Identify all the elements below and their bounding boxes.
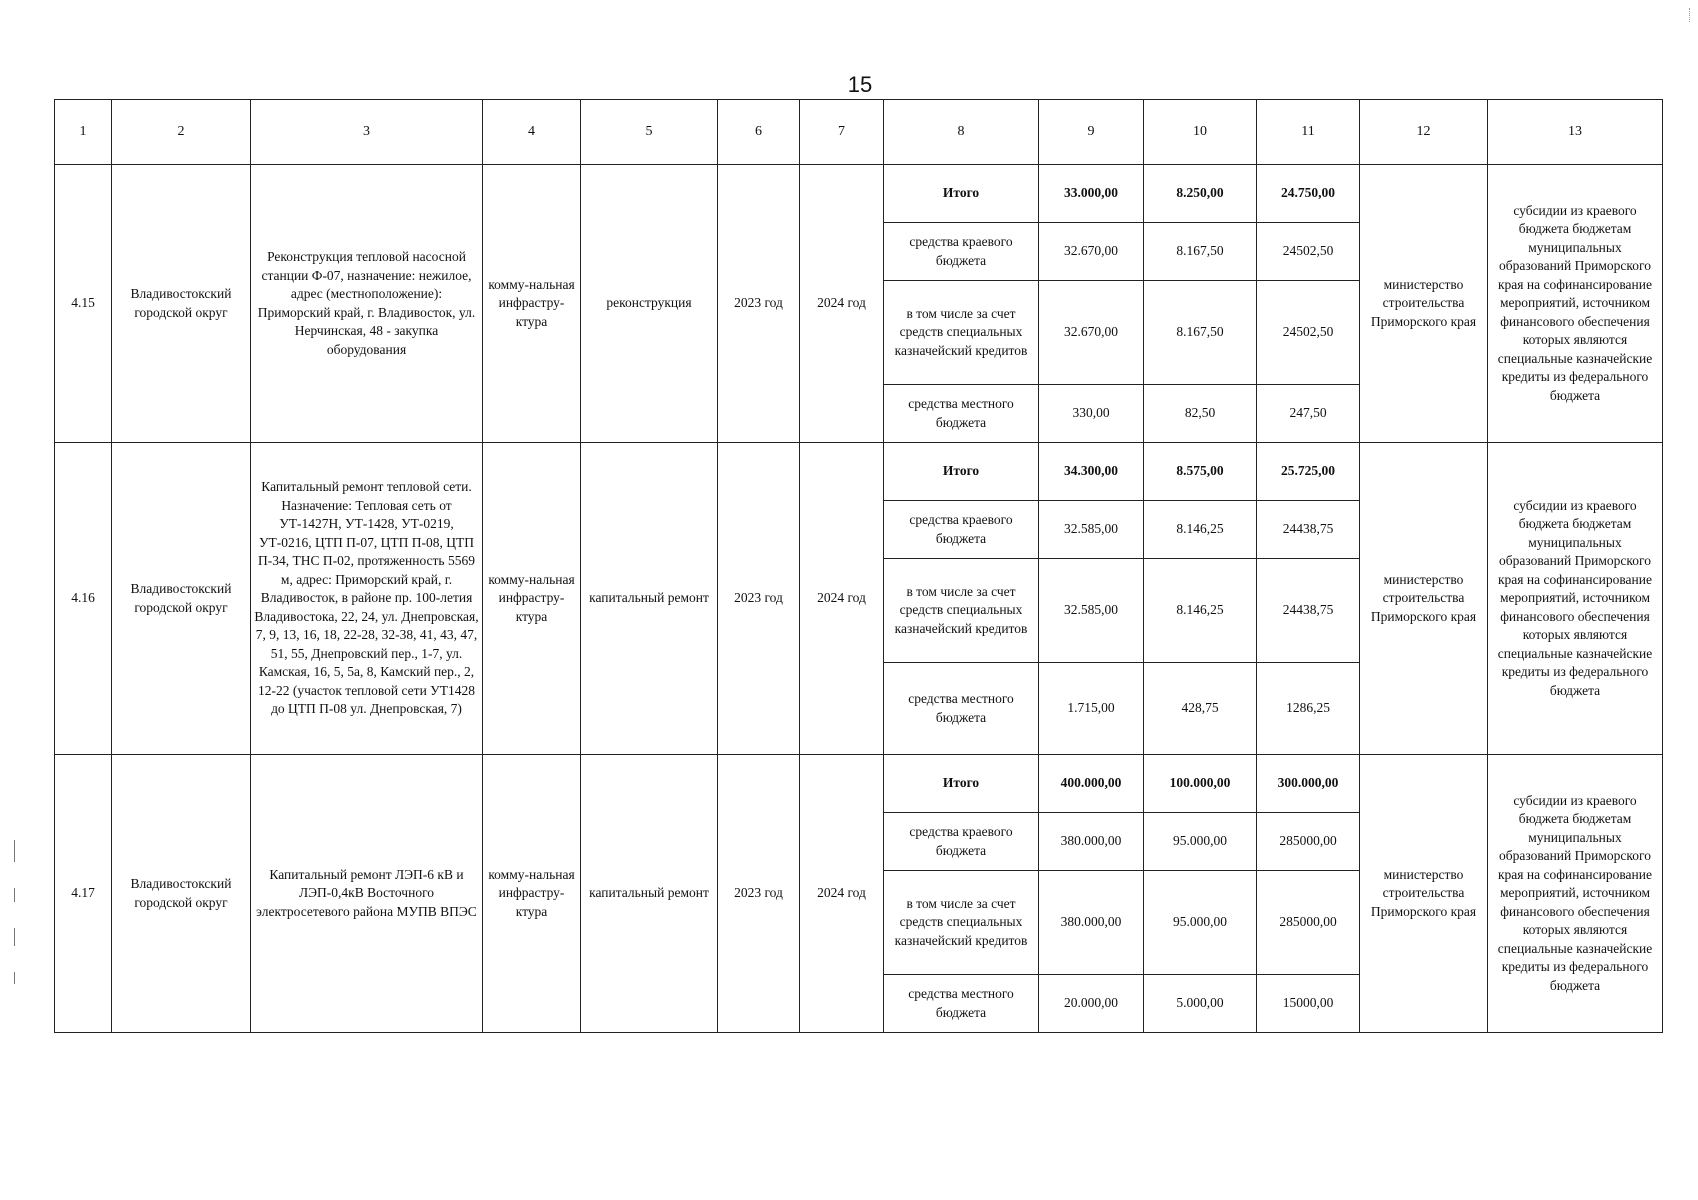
responsible-ministry: министерство строительства Приморского края [1360, 755, 1488, 1033]
amount-2023: 428,75 [1144, 663, 1257, 755]
funding-source: средства местного бюджета [884, 975, 1039, 1033]
object-description: Капитальный ремонт ЛЭП-6 кВ и ЛЭП-0,4кВ Восточного электросетевого района МУПВ ВПЭС [251, 755, 483, 1033]
financing-table [54, 99, 1663, 1033]
amount-2024: 15000,00 [1257, 975, 1360, 1033]
amount-total: 32.585,00 [1039, 559, 1144, 663]
funding-source: Итого [884, 755, 1039, 813]
sphere: комму-нальная инфрастру-ктура [483, 755, 581, 1033]
table-row [55, 443, 1663, 501]
financing-note: субсидии из краевого бюджета бюджетам муниципальных образований Приморского края на софинансирование мероприятий, источником финансового обеспечения которых являются специальные казначейские кредиты из федерального бюджета [1488, 443, 1663, 755]
amount-2023: 8.146,25 [1144, 559, 1257, 663]
amount-2023: 95.000,00 [1144, 813, 1257, 871]
funding-source: Итого [884, 443, 1039, 501]
column-header: 4 [483, 100, 581, 165]
municipality: Владивостокский городской округ [112, 755, 251, 1033]
column-header: 12 [1360, 100, 1488, 165]
amount-2024: 285000,00 [1257, 813, 1360, 871]
column-header: 6 [718, 100, 800, 165]
funding-source: в том числе за счет средств специальных казначейский кредитов [884, 559, 1039, 663]
work-type: реконструкция [581, 165, 718, 443]
amount-2024: 24.750,00 [1257, 165, 1360, 223]
amount-2023: 8.167,50 [1144, 281, 1257, 385]
amount-2024: 247,50 [1257, 385, 1360, 443]
amount-2024: 285000,00 [1257, 871, 1360, 975]
column-header: 11 [1257, 100, 1360, 165]
column-header: 8 [884, 100, 1039, 165]
column-header: 10 [1144, 100, 1257, 165]
work-type: капитальный ремонт [581, 443, 718, 755]
column-header: 3 [251, 100, 483, 165]
funding-source: средства краевого бюджета [884, 813, 1039, 871]
amount-2023: 100.000,00 [1144, 755, 1257, 813]
start-year: 2023 год [718, 165, 800, 443]
scan-edge-marks [14, 840, 16, 1120]
page-number: 15 [847, 72, 873, 97]
column-header: 5 [581, 100, 718, 165]
column-header: 13 [1488, 100, 1663, 165]
column-header: 7 [800, 100, 884, 165]
amount-2024: 24502,50 [1257, 281, 1360, 385]
responsible-ministry: министерство строительства Приморского края [1360, 443, 1488, 755]
amount-2023: 8.575,00 [1144, 443, 1257, 501]
municipality: Владивостокский городской округ [112, 443, 251, 755]
amount-total: 32.585,00 [1039, 501, 1144, 559]
funding-source: средства местного бюджета [884, 663, 1039, 755]
sphere: комму-нальная инфрастру-ктура [483, 443, 581, 755]
funding-source: в том числе за счет средств специальных казначейский кредитов [884, 871, 1039, 975]
amount-total: 34.300,00 [1039, 443, 1144, 501]
amount-total: 32.670,00 [1039, 223, 1144, 281]
end-year: 2024 год [800, 443, 884, 755]
amount-2024: 24502,50 [1257, 223, 1360, 281]
amount-total: 33.000,00 [1039, 165, 1144, 223]
item-number: 4.17 [55, 755, 112, 1033]
amount-2024: 1286,25 [1257, 663, 1360, 755]
financing-note: субсидии из краевого бюджета бюджетам муниципальных образований Приморского края на софинансирование мероприятий, источником финансового обеспечения которых являются специальные казначейские кредиты из федерального бюджета [1488, 165, 1663, 443]
object-description: Капитальный ремонт тепловой сети. Назначение: Тепловая сеть от УТ-1427Н, УТ-1428, УТ-0219, УТ-0216, ЦТП П-07, ЦТП П-08, ЦТП П-34, ТНС П-02, протяженность 5569 м, адрес: Приморский край, г. Владивосток, в районе пр. 100-летия Владивостока, 22, 24, ул. Днепровская, 7, 9, 13, 16, 18, 22-28, 32-38, 41, 43, 47, 51, 55, Днепровский пер., 1-7, ул. Камская, 16, 5, 5а, 8, Камский пер., 2, 12-22 (участок тепловой сети УТ1428 до ЦТП П-08 ул. Днепровская, 7) [251, 443, 483, 755]
funding-source: средства местного бюджета [884, 385, 1039, 443]
end-year: 2024 год [800, 165, 884, 443]
amount-2023: 8.250,00 [1144, 165, 1257, 223]
funding-source: в том числе за счет средств специальных казначейский кредитов [884, 281, 1039, 385]
amount-total: 380.000,00 [1039, 813, 1144, 871]
municipality: Владивостокский городской округ [112, 165, 251, 443]
amount-2023: 8.167,50 [1144, 223, 1257, 281]
column-number-row [55, 100, 1663, 165]
amount-2024: 300.000,00 [1257, 755, 1360, 813]
column-header: 2 [112, 100, 251, 165]
amount-total: 1.715,00 [1039, 663, 1144, 755]
funding-source: средства краевого бюджета [884, 223, 1039, 281]
amount-2023: 82,50 [1144, 385, 1257, 443]
amount-total: 380.000,00 [1039, 871, 1144, 975]
start-year: 2023 год [718, 443, 800, 755]
end-year: 2024 год [800, 755, 884, 1033]
funding-source: средства краевого бюджета [884, 501, 1039, 559]
amount-2023: 5.000,00 [1144, 975, 1257, 1033]
sphere: комму-нальная инфрастру-ктура [483, 165, 581, 443]
responsible-ministry: министерство строительства Приморского края [1360, 165, 1488, 443]
table-row [55, 755, 1663, 813]
amount-total: 32.670,00 [1039, 281, 1144, 385]
item-number: 4.15 [55, 165, 112, 443]
amount-total: 400.000,00 [1039, 755, 1144, 813]
financing-note: субсидии из краевого бюджета бюджетам муниципальных образований Приморского края на софинансирование мероприятий, источником финансового обеспечения которых являются специальные казначейские кредиты из федерального бюджета [1488, 755, 1663, 1033]
amount-total: 330,00 [1039, 385, 1144, 443]
amount-2024: 24438,75 [1257, 559, 1360, 663]
amount-2023: 95.000,00 [1144, 871, 1257, 975]
table-row [55, 165, 1663, 223]
amount-2024: 25.725,00 [1257, 443, 1360, 501]
object-description: Реконструкция тепловой насосной станции Ф-07, назначение: нежилое, адрес (местноположение): Приморский край, г. Владивосток, ул. Нерчинская, 48 - закупка оборудования [251, 165, 483, 443]
column-header: 9 [1039, 100, 1144, 165]
item-number: 4.16 [55, 443, 112, 755]
amount-2023: 8.146,25 [1144, 501, 1257, 559]
scan-corner-mark [1679, 8, 1690, 22]
column-header: 1 [55, 100, 112, 165]
funding-source: Итого [884, 165, 1039, 223]
amount-total: 20.000,00 [1039, 975, 1144, 1033]
work-type: капитальный ремонт [581, 755, 718, 1033]
amount-2024: 24438,75 [1257, 501, 1360, 559]
start-year: 2023 год [718, 755, 800, 1033]
